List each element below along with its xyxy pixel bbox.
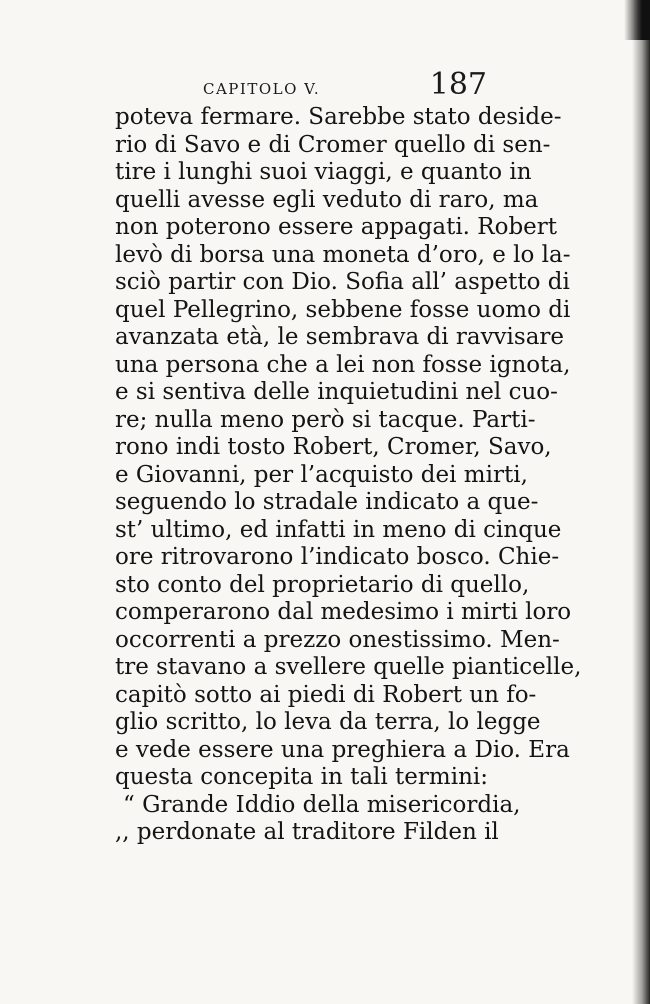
running-title: CAPITOLO V.: [203, 80, 321, 98]
text-line: sciò partir con Dio. Sofia all’ aspetto di: [115, 269, 570, 295]
text-line: e Giovanni, per l’acquisto dei mirti,: [115, 461, 528, 488]
text-line: levò di borsa una moneta d’oro, e lo la-: [115, 241, 571, 268]
text-line: ,, perdonate al traditore Filden il: [115, 819, 499, 845]
text-line: non poterono essere appagati. Robert: [115, 214, 558, 240]
text-line: poteva fermare. Sarebbe stato deside-: [115, 104, 562, 130]
text-line: glio scritto, lo leva da terra, lo legge: [115, 709, 541, 735]
page-corner-shadow: [624, 0, 650, 40]
text-line: capitò sotto ai piedi di Robert un fo-: [115, 681, 537, 708]
text-line: e si sentiva delle inquietudini nel cuo-: [115, 379, 558, 405]
page-header: [115, 67, 487, 104]
text-line: quelli avesse egli veduto di raro, ma: [115, 186, 539, 213]
text-line: tire i lunghi suoi viaggi, e quanto in: [115, 159, 532, 185]
text-line: avanzata età, le sembrava di ravvisare: [115, 324, 565, 350]
text-line: sto conto del proprietario di quello,: [115, 571, 530, 598]
text-line: rono indi tosto Robert, Cromer, Savo,: [115, 434, 552, 460]
text-line: re; nulla meno però si tacque. Parti-: [115, 406, 536, 433]
text-line: questa concepita in tali termini:: [115, 764, 488, 790]
text-line: “ Grande Iddio della misericordia,: [123, 791, 521, 818]
text-line: rio di Savo e di Cromer quello di sen-: [115, 131, 551, 158]
text-line: ore ritrovarono l’indicato bosco. Chie-: [115, 544, 560, 570]
text-line: comperarono dal medesimo i mirti loro: [115, 599, 572, 625]
text-line: e vede essere una preghiera a Dio. Era: [115, 736, 570, 763]
text-line: una persona che a lei non fosse ignota,: [115, 351, 571, 378]
text-line: seguendo lo stradale indicato a que-: [115, 489, 539, 515]
body-text: [115, 104, 582, 847]
text-line: st’ ultimo, ed infatti in meno di cinque: [115, 516, 562, 543]
page-edge-shadow: [632, 0, 650, 1004]
text-line: quel Pellegrino, sebbene fosse uomo di: [115, 296, 571, 323]
page-number: 187: [429, 67, 487, 102]
text-line: occorrenti a prezzo onestissimo. Men-: [115, 626, 560, 653]
text-line: tre stavano a svellere quelle pianticelle,: [115, 654, 582, 680]
